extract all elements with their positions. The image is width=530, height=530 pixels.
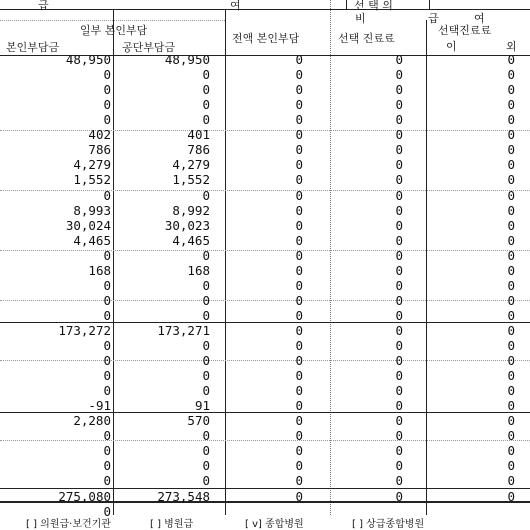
cell-patient-charge: 0 bbox=[103, 307, 111, 323]
cell-patient-charge: 0 bbox=[103, 353, 111, 368]
cell-full-charge: 0 bbox=[295, 142, 303, 158]
cell-select-fee: 0 bbox=[395, 262, 403, 278]
cell-full-charge: 0 bbox=[295, 247, 303, 263]
cell-select-fee: 0 bbox=[395, 368, 403, 384]
cell-full-charge: 0 bbox=[295, 398, 303, 414]
cell-other-fee: 0 bbox=[507, 353, 515, 368]
cell-full-charge: 0 bbox=[295, 413, 303, 429]
cell-patient-charge: 0 bbox=[103, 473, 111, 489]
header-full-col: 전액 본인부담 bbox=[232, 32, 300, 45]
cell-other-fee: 0 bbox=[507, 187, 515, 203]
header-other-col: 선택진료료 bbox=[438, 24, 492, 37]
header-partial-label: 일부 본인부담 bbox=[80, 24, 148, 37]
cell-patient-charge: 0 bbox=[103, 443, 111, 459]
cell-other-fee: 0 bbox=[507, 97, 515, 113]
cell-full-charge: 0 bbox=[295, 428, 303, 444]
cell-patient-charge: -91 bbox=[88, 398, 111, 414]
cell-full-charge: 0 bbox=[295, 157, 303, 173]
cell-patient-charge: 2,280 bbox=[73, 413, 111, 429]
cell-patient-charge: 4,465 bbox=[73, 232, 111, 248]
cell-select-fee: 0 bbox=[395, 292, 403, 308]
cell-other-fee: 0 bbox=[507, 172, 515, 188]
cell-insurer-charge: 0 bbox=[202, 247, 210, 263]
cell-select-fee: 0 bbox=[395, 82, 403, 98]
row-rule bbox=[0, 130, 530, 131]
cell-full-charge: 0 bbox=[295, 383, 303, 399]
cell-other-fee: 0 bbox=[507, 292, 515, 308]
cell-select-fee: 0 bbox=[395, 172, 403, 188]
cell-select-fee: 0 bbox=[395, 322, 403, 338]
header-nonbenefit-label: 급 bbox=[428, 12, 439, 25]
cell-select-fee: 0 bbox=[395, 202, 403, 218]
cell-other-fee: 0 bbox=[507, 458, 515, 474]
cell-select-fee: 0 bbox=[395, 157, 403, 173]
cell-other-fee: 0 bbox=[507, 383, 515, 399]
cell-patient-charge: 0 bbox=[103, 428, 111, 444]
cell-insurer-charge: 48,950 bbox=[164, 52, 210, 67]
cell-select-fee: 0 bbox=[395, 247, 403, 263]
cell-insurer-charge: 168 bbox=[187, 262, 210, 278]
cell-full-charge: 0 bbox=[295, 217, 303, 233]
row-rule bbox=[0, 190, 530, 191]
cell-select-fee: 0 bbox=[395, 443, 403, 459]
cell-select-fee: 0 bbox=[395, 383, 403, 399]
cell-insurer-charge: 4,279 bbox=[172, 157, 210, 173]
cell-other-fee: 0 bbox=[507, 398, 515, 414]
cell-full-charge: 0 bbox=[295, 67, 303, 82]
row-rule bbox=[0, 250, 530, 251]
cell-insurer-charge: 0 bbox=[202, 112, 210, 128]
cell-select-fee: 0 bbox=[395, 52, 403, 67]
cell-other-fee: 0 bbox=[507, 473, 515, 489]
cell-patient-charge: 0 bbox=[103, 112, 111, 128]
cell-select-fee: 0 bbox=[395, 488, 403, 504]
cell-insurer-charge: 0 bbox=[202, 353, 210, 368]
cell-select-fee: 0 bbox=[395, 142, 403, 158]
cell-patient-charge: 402 bbox=[88, 127, 111, 143]
cell-insurer-charge: 0 bbox=[202, 428, 210, 444]
cell-insurer-charge: 0 bbox=[202, 187, 210, 203]
cell-select-fee: 0 bbox=[395, 232, 403, 248]
cell-insurer-charge: 0 bbox=[202, 97, 210, 113]
cell-full-charge: 0 bbox=[295, 82, 303, 98]
cell-other-fee: 0 bbox=[507, 277, 515, 293]
cell-other-fee: 0 bbox=[507, 217, 515, 233]
cell-full-charge: 0 bbox=[295, 277, 303, 293]
cell-insurer-charge: 273,548 bbox=[157, 488, 210, 504]
cell-full-charge: 0 bbox=[295, 262, 303, 278]
cell-full-charge: 0 bbox=[295, 187, 303, 203]
header-nonbenefit-label: 여 bbox=[474, 12, 485, 25]
cell-select-fee: 0 bbox=[395, 353, 403, 368]
cell-other-fee: 0 bbox=[507, 307, 515, 323]
cell-other-fee: 0 bbox=[507, 322, 515, 338]
cell-full-charge: 0 bbox=[295, 307, 303, 323]
cell-insurer-charge: 91 bbox=[194, 398, 210, 414]
cell-patient-charge: 1,552 bbox=[73, 172, 111, 188]
cell-full-charge: 0 bbox=[295, 127, 303, 143]
option-clinic[interactable]: [ ] 의원급·보건기관 bbox=[26, 519, 111, 530]
cell-insurer-charge: 0 bbox=[202, 67, 210, 82]
cell-full-charge: 0 bbox=[295, 97, 303, 113]
cell-insurer-charge: 401 bbox=[187, 127, 210, 143]
cell-select-fee: 0 bbox=[395, 217, 403, 233]
header-insurer-col: 공단부담금 bbox=[122, 41, 176, 54]
cell-patient-charge: 0 bbox=[103, 247, 111, 263]
cell-select-fee: 0 bbox=[395, 413, 403, 429]
cell-select-fee: 0 bbox=[395, 187, 403, 203]
header-benefit-label: 여 bbox=[230, 0, 241, 12]
option-hospital[interactable]: [ ] 병원급 bbox=[150, 519, 194, 530]
cell-full-charge: 0 bbox=[295, 353, 303, 368]
cell-insurer-charge: 0 bbox=[202, 473, 210, 489]
cell-insurer-charge: 786 bbox=[187, 142, 210, 158]
cell-patient-charge: 0 bbox=[103, 187, 111, 203]
cell-other-fee: 0 bbox=[507, 488, 515, 504]
cell-select-fee: 0 bbox=[395, 112, 403, 128]
cell-patient-charge: 8,993 bbox=[73, 202, 111, 218]
cell-full-charge: 0 bbox=[295, 443, 303, 459]
cell-full-charge: 0 bbox=[295, 458, 303, 474]
cell-other-fee: 0 bbox=[507, 67, 515, 82]
cell-patient-charge: 0 bbox=[103, 67, 111, 82]
cell-insurer-charge: 0 bbox=[202, 443, 210, 459]
cell-full-charge: 0 bbox=[295, 52, 303, 67]
cell-select-fee: 0 bbox=[395, 473, 403, 489]
cell-other-fee: 0 bbox=[507, 157, 515, 173]
cell-insurer-charge: 0 bbox=[202, 292, 210, 308]
cell-select-fee: 0 bbox=[395, 97, 403, 113]
cell-full-charge: 0 bbox=[295, 322, 303, 338]
cell-patient-charge: 0 bbox=[103, 383, 111, 399]
cell-other-fee: 0 bbox=[507, 428, 515, 444]
header-select-col: 선택 진료료 bbox=[338, 32, 395, 45]
cell-patient-charge: 0 bbox=[103, 82, 111, 98]
cell-insurer-charge: 0 bbox=[202, 383, 210, 399]
cell-full-charge: 0 bbox=[295, 368, 303, 384]
cell-insurer-charge: 1,552 bbox=[172, 172, 210, 188]
cell-other-fee: 0 bbox=[507, 127, 515, 143]
cell-full-charge: 0 bbox=[295, 473, 303, 489]
header-other-col: 이 bbox=[446, 40, 457, 53]
cell-patient-charge: 0 bbox=[103, 337, 111, 353]
cell-select-fee: 0 bbox=[395, 428, 403, 444]
cell-patient-charge: 0 bbox=[103, 277, 111, 293]
cell-other-fee: 0 bbox=[507, 142, 515, 158]
cell-patient-charge: 0 bbox=[103, 368, 111, 384]
header-patient-col: 본인부담금 bbox=[6, 41, 60, 54]
cell-full-charge: 0 bbox=[295, 232, 303, 248]
cell-patient-charge: 0 bbox=[103, 503, 111, 519]
cell-full-charge: 0 bbox=[295, 488, 303, 504]
cell-select-fee: 0 bbox=[395, 277, 403, 293]
cell-select-fee: 0 bbox=[395, 307, 403, 323]
cell-insurer-charge: 0 bbox=[202, 277, 210, 293]
cell-other-fee: 0 bbox=[507, 52, 515, 67]
row-rule bbox=[0, 360, 530, 361]
cell-other-fee: 0 bbox=[507, 368, 515, 384]
option-tertiary-hospital[interactable]: [ ] 상급종합병원 bbox=[352, 519, 425, 530]
cell-insurer-charge: 173,271 bbox=[157, 322, 210, 338]
cell-patient-charge: 30,024 bbox=[65, 217, 111, 233]
cell-patient-charge: 0 bbox=[103, 292, 111, 308]
header-nonbenefit-label: 비 bbox=[355, 12, 366, 25]
cell-other-fee: 0 bbox=[507, 413, 515, 429]
cell-patient-charge: 0 bbox=[103, 97, 111, 113]
cell-other-fee: 0 bbox=[507, 82, 515, 98]
cell-patient-charge: 168 bbox=[88, 262, 111, 278]
cell-other-fee: 0 bbox=[507, 247, 515, 263]
cell-insurer-charge: 0 bbox=[202, 82, 210, 98]
cell-select-fee: 0 bbox=[395, 337, 403, 353]
cell-full-charge: 0 bbox=[295, 112, 303, 128]
cell-insurer-charge: 8,992 bbox=[172, 202, 210, 218]
cell-insurer-charge: 30,023 bbox=[164, 217, 210, 233]
cell-patient-charge: 275,080 bbox=[58, 488, 111, 504]
cell-patient-charge: 0 bbox=[103, 458, 111, 474]
cell-select-fee: 0 bbox=[395, 458, 403, 474]
cell-other-fee: 0 bbox=[507, 202, 515, 218]
cell-patient-charge: 48,950 bbox=[65, 52, 111, 67]
cell-select-fee: 0 bbox=[395, 67, 403, 82]
option-general-hospital[interactable]: [ v] 종합병원 bbox=[245, 519, 304, 530]
cell-patient-charge: 4,279 bbox=[73, 157, 111, 173]
row-rule bbox=[0, 440, 530, 441]
header-benefit-label: 급 bbox=[38, 0, 49, 12]
cell-insurer-charge: 0 bbox=[202, 368, 210, 384]
cell-insurer-charge: 0 bbox=[202, 337, 210, 353]
cell-patient-charge: 173,272 bbox=[58, 322, 111, 338]
col-divider bbox=[330, 0, 331, 515]
header-other-col: 외 bbox=[506, 40, 517, 53]
cell-insurer-charge: 570 bbox=[187, 413, 210, 429]
cell-select-fee: 0 bbox=[395, 398, 403, 414]
cell-other-fee: 0 bbox=[507, 112, 515, 128]
cell-other-fee: 0 bbox=[507, 337, 515, 353]
cell-full-charge: 0 bbox=[295, 337, 303, 353]
cell-insurer-charge: 0 bbox=[202, 307, 210, 323]
header-box-label: 선 택 의 bbox=[354, 0, 393, 12]
cell-full-charge: 0 bbox=[295, 292, 303, 308]
cell-patient-charge: 786 bbox=[88, 142, 111, 158]
cell-insurer-charge: 0 bbox=[202, 458, 210, 474]
row-rule bbox=[0, 300, 530, 301]
cell-insurer-charge: 4,465 bbox=[172, 232, 210, 248]
cell-other-fee: 0 bbox=[507, 262, 515, 278]
cell-full-charge: 0 bbox=[295, 202, 303, 218]
cell-select-fee: 0 bbox=[395, 127, 403, 143]
header-rule bbox=[0, 20, 225, 21]
cell-other-fee: 0 bbox=[507, 443, 515, 459]
header-rule bbox=[0, 9, 530, 10]
cell-full-charge: 0 bbox=[295, 172, 303, 188]
cell-other-fee: 0 bbox=[507, 232, 515, 248]
